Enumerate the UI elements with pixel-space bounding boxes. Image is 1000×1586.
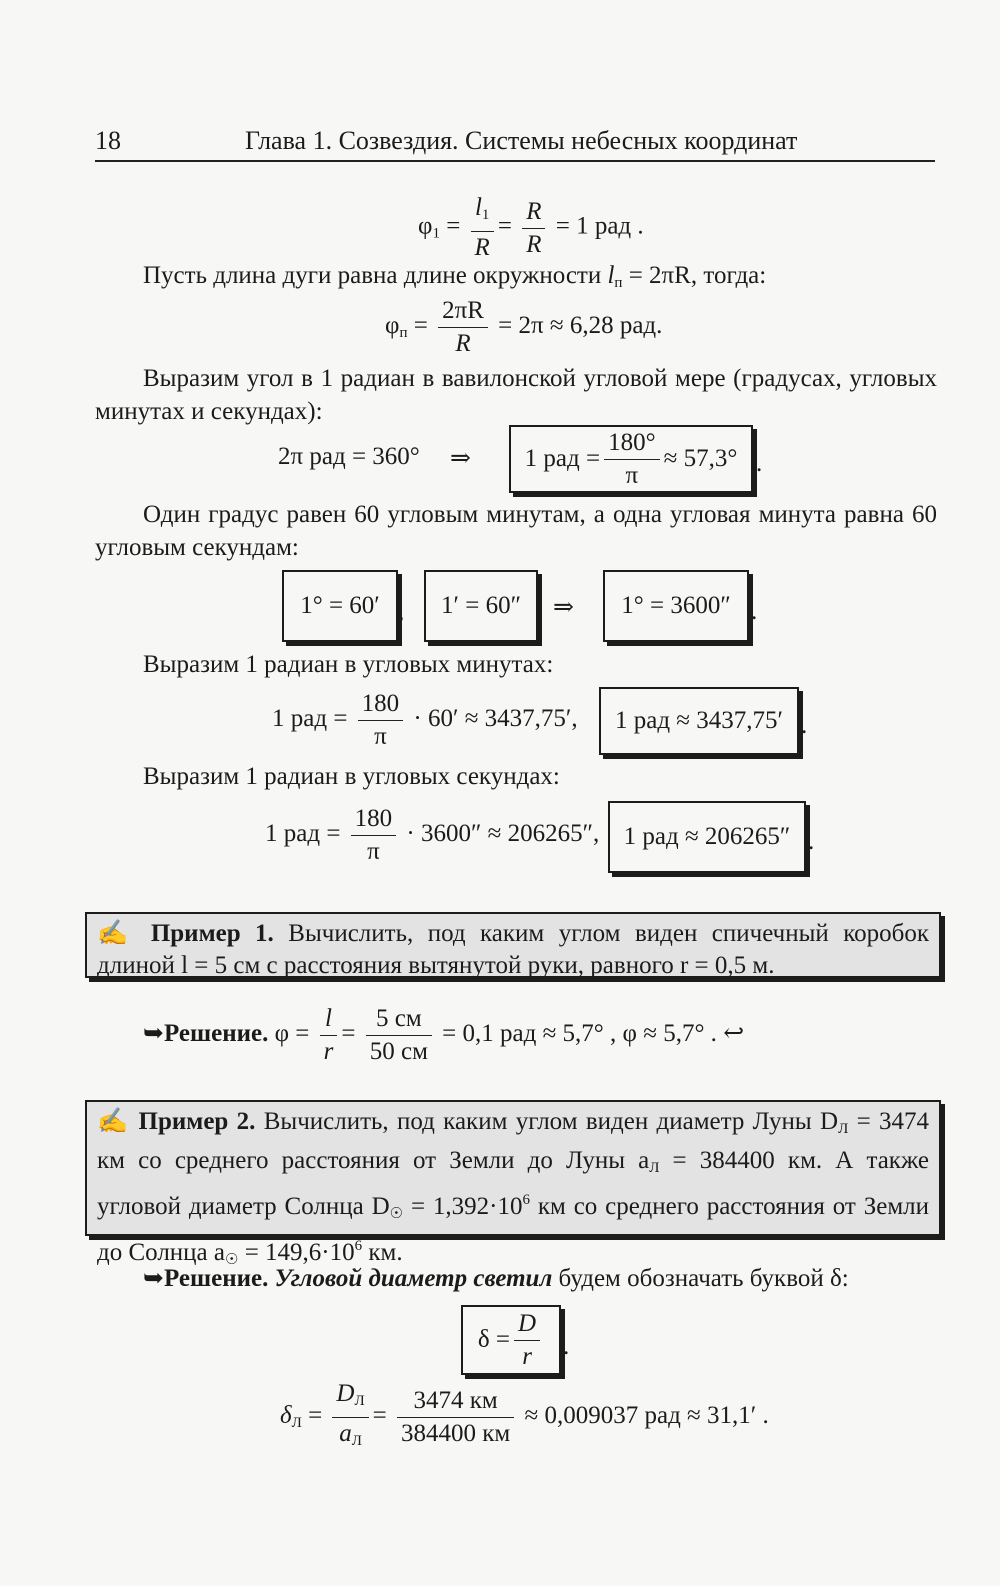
page-number: 18 <box>95 126 121 155</box>
radian-seconds-box: 1 рад ≈ 206265″ <box>608 801 806 873</box>
page-header <box>95 120 935 162</box>
solution-arrow-icon: ➥ <box>143 1265 164 1292</box>
equation-radian-minutes: 1 рад = $\frac{180}{\pi}$ · 60′ ≈ 3437,75′, <box>272 688 578 753</box>
minute-seconds-box: 1′ = 60″ <box>424 570 538 642</box>
pen-icon: ✍ <box>97 1108 131 1135</box>
solution-2: ➥Решение. Угловой диаметр светил будем обозначать буквой δ: <box>143 1265 849 1292</box>
end-solution-icon: ↩ <box>723 1020 745 1048</box>
example-2-label: Пример 2. <box>138 1108 256 1135</box>
equation-moon-diameter: $\delta_Л$ = $\frac{D_Л}{a_Л}$ = $\frac{3474 км}{384400 км}$ ≈ 0,009037 рад ≈ 31,1′ . <box>280 1378 769 1457</box>
example-1-box <box>85 912 941 978</box>
implies-arrow: ⇒ <box>450 445 471 472</box>
paragraph-radian-seconds: Выразим 1 радиан в угловых секундах: <box>143 763 560 790</box>
pen-icon: ✍ <box>97 920 137 947</box>
radian-degree-box: 1 рад = $\frac{180^\circ}{\pi}$ ≈ 57,3° <box>509 425 753 493</box>
equation-radian-seconds: 1 рад = $\frac{180}{\pi}$ · 3600″ ≈ 206265″, <box>265 803 599 868</box>
example-1-label: Пример 1. <box>150 920 274 947</box>
degree-minutes-box: 1° = 60′ <box>282 570 398 642</box>
implies-arrow-2: ⇒ <box>553 594 574 621</box>
radian-minutes-box: 1 рад ≈ 3437,75′ <box>599 687 799 755</box>
example-1-text: Вычислить, под каким углом виден спичечный коробок длиной l = 5 см с расстояния вытянутой руки, равного r = 0,5 м. <box>97 920 930 979</box>
equation-2pi: 2π рад = 360° <box>278 443 420 470</box>
chapter-title: Глава 1. Созвездия. Системы небесных координат <box>245 126 798 155</box>
angular-diameter-box: δ = $\frac{D}{r}$ <box>461 1305 561 1375</box>
solution-arrow-icon: ➥ <box>143 1020 164 1048</box>
solution-1: ➥Решение. φ = $\frac{l}{r}$ = $\frac{5 см}{50 см}$ = 0,1 рад ≈ 5,7° , φ ≈ 5,7° . ↩ <box>143 1003 744 1068</box>
equation-phi-circle: $\varphi_п$ = $\frac{2\pi R}{R}$ = 2π ≈ 6,28 рад. <box>385 295 662 360</box>
paragraph-minutes-seconds: Один градус равен 60 угловым минутам, а одна угловая минута равна 60 угловым секундам: <box>95 501 937 561</box>
example-2-box: ✍ Пример 2. Вычислить, под каким углом виден диаметр Луны $D_Л = 3474$ км со среднего расстояния от Земли до Луны $a_Л = 384400$ км. А также угловой диаметр Солнца $D_☉ = 1,392\cdot 10^6$ км со среднего расстояния от Земли до Солнца $a_☉ = 149,6\cdot 10^6$ км. <box>85 1100 941 1236</box>
degree-seconds-box: 1° = 3600″ <box>603 570 749 642</box>
equation-phi1: $\varphi_1$ = $\frac{l_1}{R}$ = $\frac{R}{R}$ = 1 рад . <box>418 192 644 264</box>
paragraph-babylonian: Выразим угол в 1 радиан в вавилонской угловой мере (градусах, угловых минутах и секундах): <box>95 365 937 425</box>
arc-length-text: Пусть длина дуги равна длине окружности $l_п = 2\pi R$, тогда: <box>143 262 767 291</box>
paragraph-radian-minutes: Выразим 1 радиан в угловых минутах: <box>143 651 554 678</box>
